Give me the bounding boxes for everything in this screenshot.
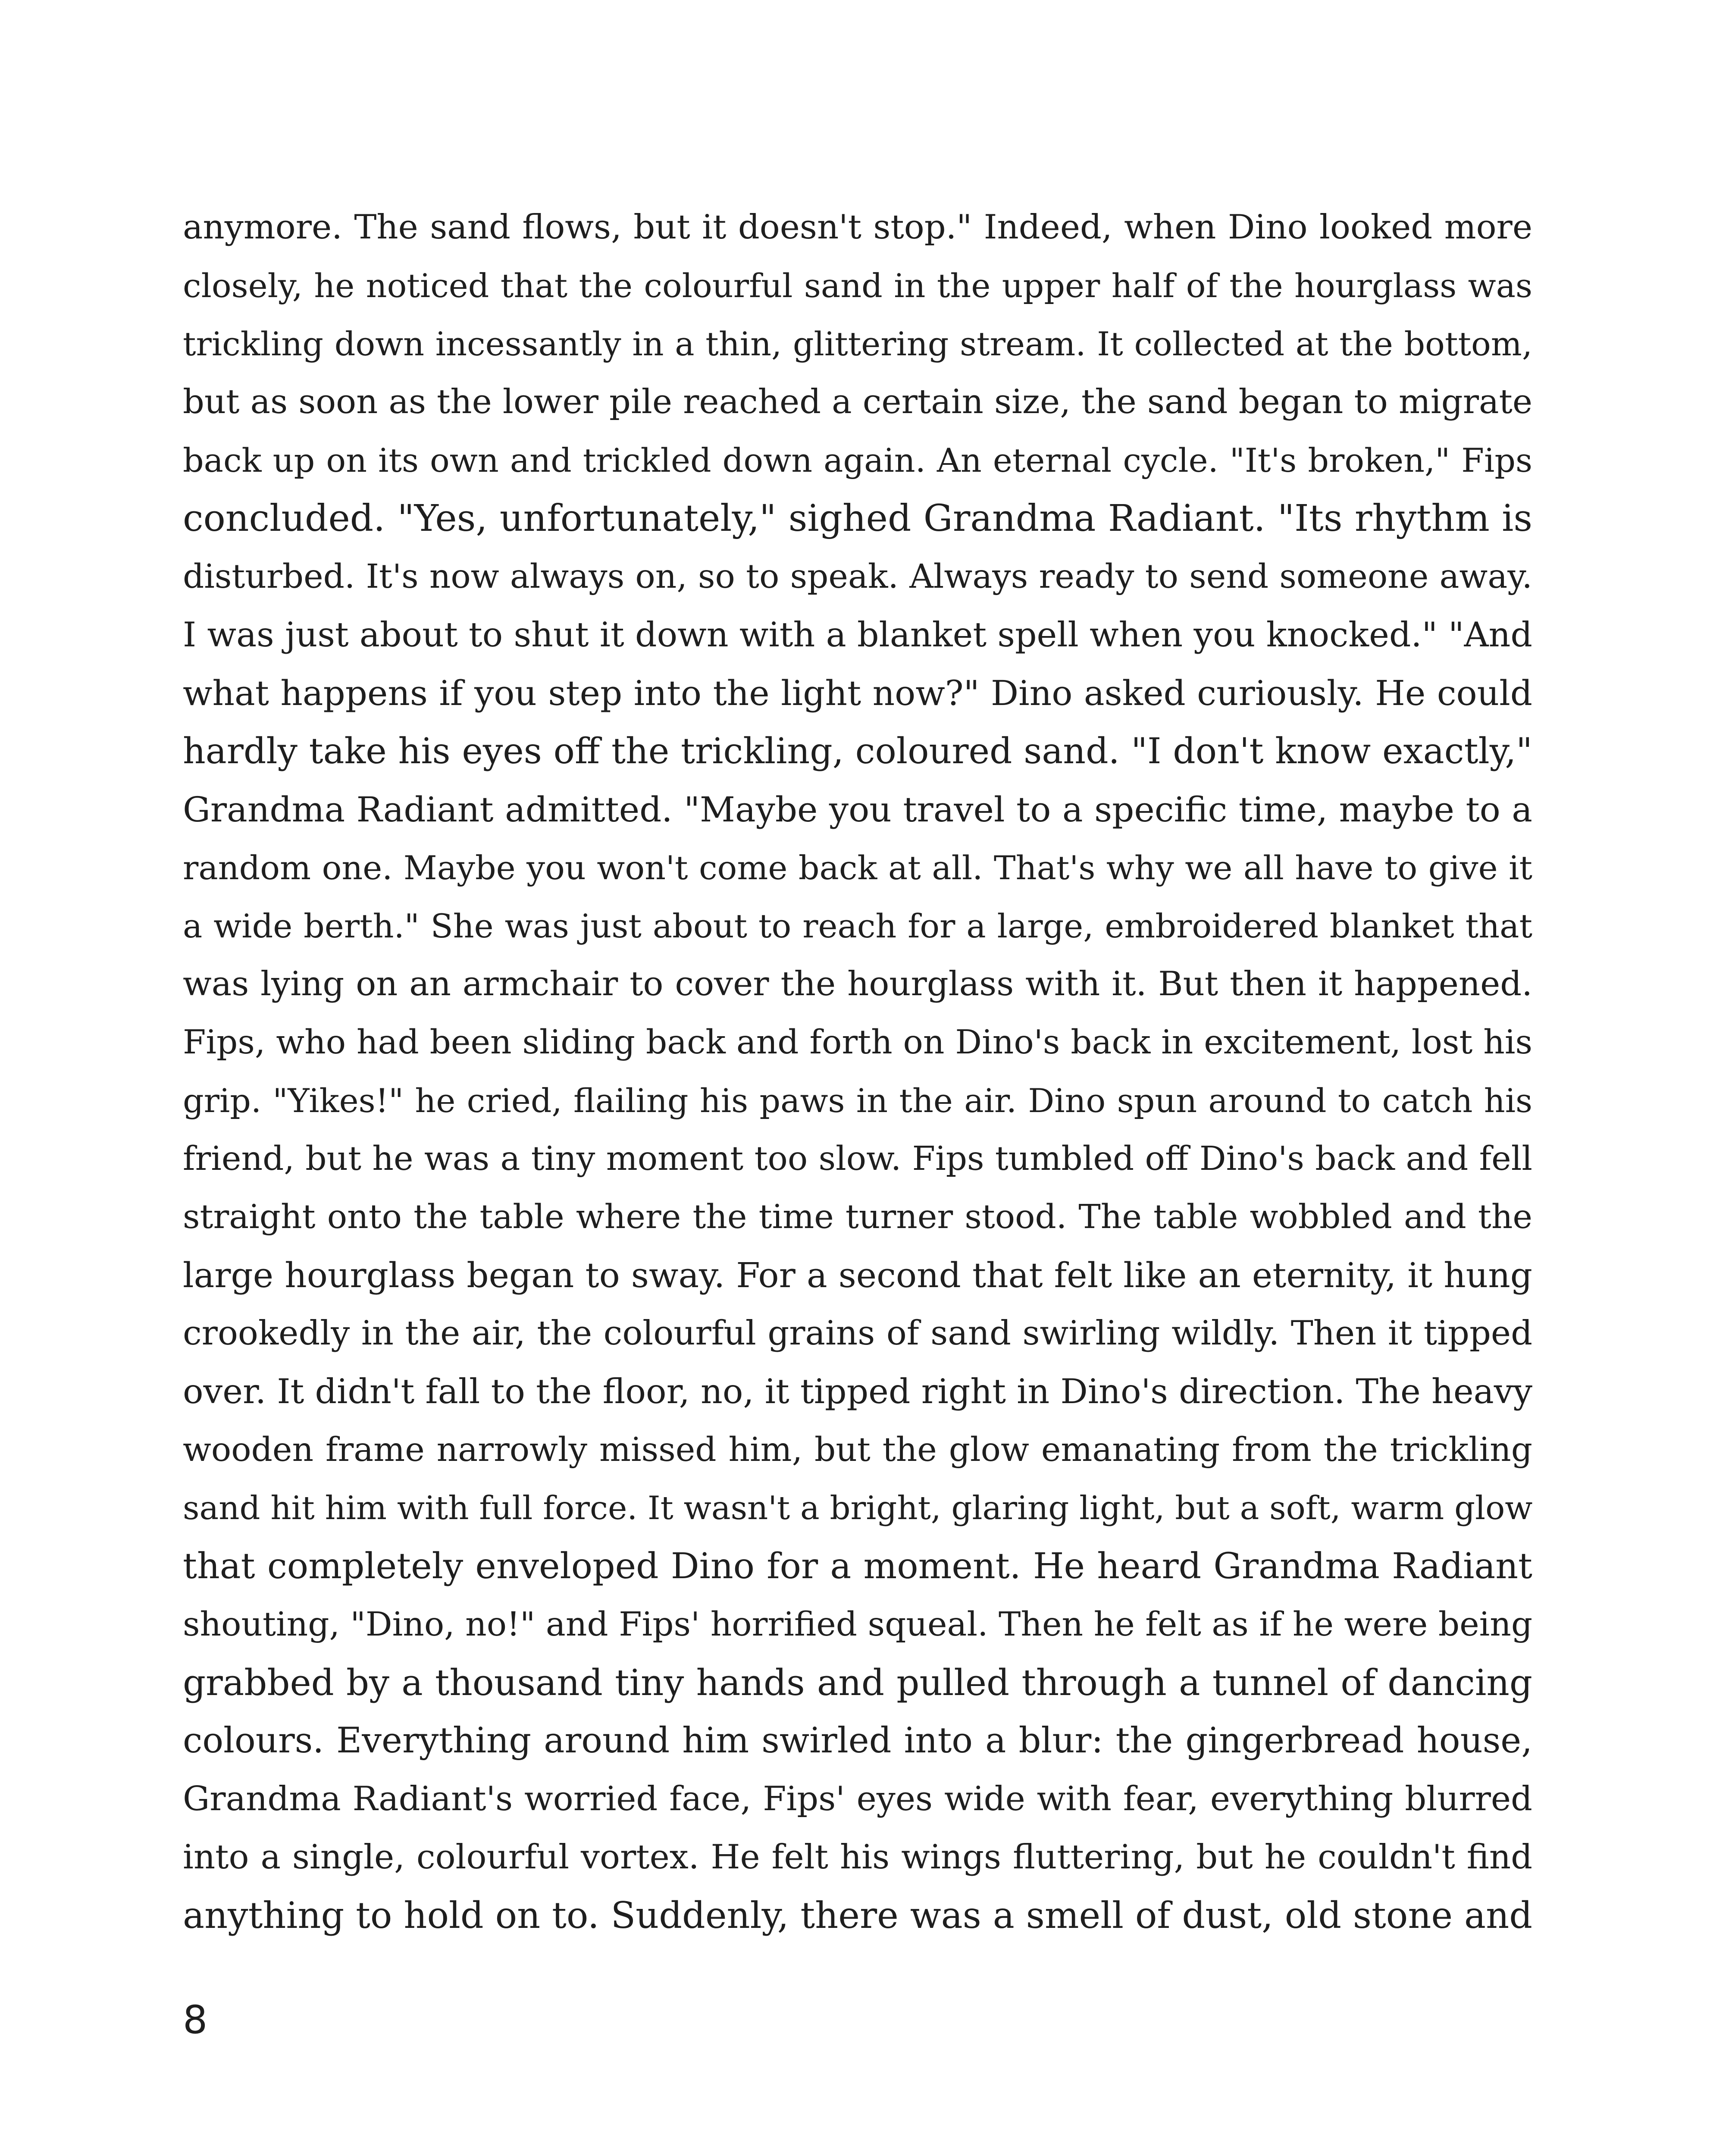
text-line: random one. Maybe you won't come back at all. That's why we all have to give it: [183, 849, 1532, 887]
text-line: anything to hold on to. Suddenly, there was a smell of dust, old stone and: [183, 1894, 1532, 1937]
text-line: wooden frame narrowly missed him, but the glow emanating from the trickling: [183, 1431, 1532, 1469]
text-line: large hourglass began to sway. For a second that felt like an eternity, it hung: [183, 1255, 1532, 1295]
text-line: what happens if you step into the light now?" Dino asked curiously. He could: [183, 673, 1532, 713]
body-paragraph: [183, 198, 1532, 1945]
text-line: Grandma Radiant admitted. "Maybe you travel to a specific time, maybe to a: [183, 790, 1532, 830]
text-line: into a single, colourful vortex. He felt his wings fluttering, but he couldn't find: [183, 1838, 1532, 1877]
text-line: trickling down incessantly in a thin, glittering stream. It collected at the bottom,: [183, 325, 1532, 363]
text-line: sand hit him with full force. It wasn't a bright, glaring light, but a soft, warm glow: [183, 1489, 1533, 1527]
text-line: shouting, "Dino, no!" and Fips' horrified squeal. Then he felt as if he were being: [183, 1605, 1533, 1644]
text-line: anymore. The sand flows, but it doesn't stop." Indeed, when Dino looked more: [183, 208, 1532, 247]
text-line: concluded. "Yes, unfortunately," sighed Grandma Radiant. "Its rhythm is: [183, 497, 1532, 540]
text-line: back up on its own and trickled down again. An eternal cycle. "It's broken," Fips: [183, 441, 1532, 479]
text-line: friend, but he was a tiny moment too slow. Fips tumbled off Dino's back and fell: [183, 1140, 1532, 1178]
text-line: I was just about to shut it down with a blanket spell when you knocked." "And: [183, 615, 1532, 655]
text-line: Fips, who had been sliding back and forth on Dino's back in excitement, lost his: [183, 1023, 1532, 1062]
text-line: closely, he noticed that the colourful sand in the upper half of the hourglass was: [183, 266, 1532, 305]
page-number: 8: [183, 1997, 208, 2043]
text-line: straight onto the table where the time turner stood. The table wobbled and the: [183, 1198, 1532, 1236]
text-line: grip. "Yikes!" he cried, flailing his paws in the air. Dino spun around to catch his: [183, 1081, 1532, 1120]
text-line: Grandma Radiant's worried face, Fips' eyes wide with fear, everything blurred: [183, 1780, 1532, 1818]
text-line: disturbed. It's now always on, so to speak. Always ready to send someone away.: [183, 558, 1532, 596]
text-line: grabbed by a thousand tiny hands and pulled through a tunnel of dancing: [183, 1662, 1532, 1704]
text-line: a wide berth." She was just about to reach for a large, embroidered blanket that: [183, 907, 1532, 945]
text-line: was lying on an armchair to cover the hourglass with it. But then it happened.: [183, 965, 1532, 1003]
text-line: crookedly in the air, the colourful grains of sand swirling wildly. Then it tipped: [183, 1314, 1532, 1353]
text-line: but as soon as the lower pile reached a certain size, the sand began to migrate: [183, 382, 1532, 421]
text-line: that completely enveloped Dino for a moment. He heard Grandma Radiant: [183, 1546, 1532, 1587]
text-line: over. It didn't fall to the floor, no, it tipped right in Dino's direction. The heavy: [183, 1372, 1532, 1411]
text-line: hardly take his eyes off the trickling, coloured sand. "I don't know exactly,": [183, 731, 1532, 772]
text-line: colours. Everything around him swirled into a blur: the gingerbread house,: [183, 1720, 1532, 1761]
